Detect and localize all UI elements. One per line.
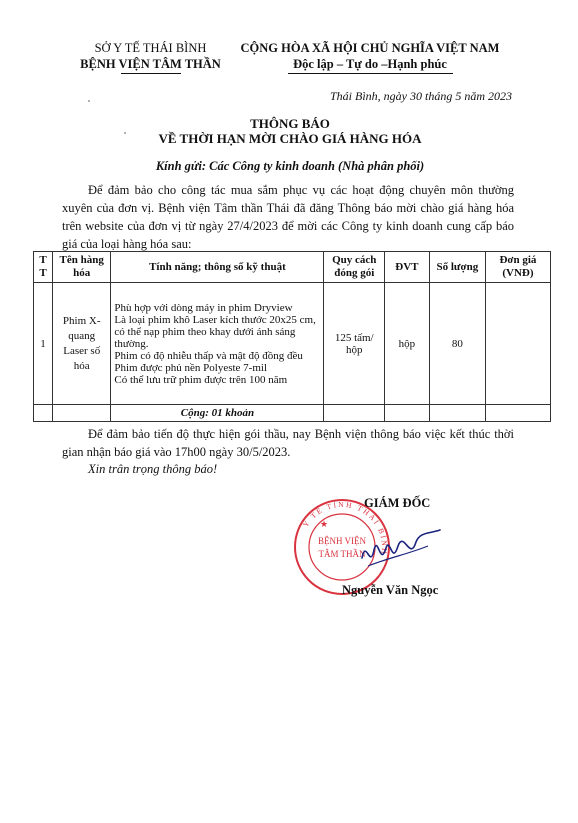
cell-stt: 1 bbox=[34, 283, 53, 405]
header-spec: Tính năng; thông số kỹ thuật bbox=[111, 252, 324, 283]
spec-line: Phim có độ nhiễu thấp và mật độ đồng đều bbox=[114, 349, 303, 362]
title-line-2: VỀ THỜI HẠN MỜI CHÀO GIÁ HÀNG HÓA bbox=[158, 131, 422, 146]
motto: Độc lập – Tự do –Hạnh phúc bbox=[293, 57, 447, 71]
stamp-ring-text: Y TẾ TỈNH THÁI BÌNH bbox=[301, 499, 390, 557]
country-name: CỘNG HÒA XÃ HỘI CHỦ NGHĨA VIỆT NAM bbox=[240, 41, 500, 55]
spec-line: Phim được phủ nền Polyeste 7-mil bbox=[114, 361, 268, 374]
recipient-line: Kính gửi: Các Công ty kinh doanh (Nhà phân phối) bbox=[155, 159, 425, 173]
cell-name: Phim X-quang Laser số hóa bbox=[53, 283, 111, 405]
notice-title bbox=[60, 116, 520, 146]
spec-line: Là loại phim khô Laser kích thước 20x25 cm, có thể nạp phim theo khay dưới ánh sáng thường. bbox=[114, 313, 316, 350]
header-unit: ĐVT bbox=[385, 252, 430, 283]
paragraph-deadline: Để đảm bảo tiến độ thực hiện gói thầu, nay Bệnh viện thông báo việc kết thúc thời gian nhận báo giá vào 17h00 ngày 30/5/2023. bbox=[62, 427, 514, 459]
paragraph-intro: Để đảm bảo cho công tác mua sắm phục vụ các hoạt động chuyên môn thường xuyên của đơn vị. Bệnh viện Tâm thần Thái đã đăng Thông báo mời chào giá hàng hóa trên website của đơn vị từ ngày 27/4/2023 để mời các Công ty kinh doanh cung cấp báo giá của loại hàng hóa sau: bbox=[62, 183, 514, 251]
org-underline bbox=[121, 73, 181, 74]
scan-speck bbox=[124, 132, 126, 134]
stamp-inner-line-1: BỆNH VIỆN bbox=[317, 536, 367, 546]
table-total-row bbox=[34, 405, 551, 422]
signature-title: GIÁM ĐỐC bbox=[364, 496, 431, 510]
org-parent: SỞ Y TẾ THÁI BÌNH bbox=[94, 41, 207, 55]
cell-qty: 80 bbox=[429, 283, 485, 405]
header-price: Đơn giá (VNĐ) bbox=[485, 252, 550, 283]
closing-line: Xin trân trọng thông báo! bbox=[88, 462, 218, 476]
table-header-row bbox=[34, 252, 551, 283]
date-line: Thái Bình, ngày 30 tháng 5 năm 2023 bbox=[330, 89, 512, 103]
signer-name: Nguyễn Văn Ngọc bbox=[342, 583, 439, 597]
header-left bbox=[58, 40, 243, 74]
scan-speck bbox=[88, 100, 90, 102]
cell-pack: 125 tấm/ hộp bbox=[324, 283, 385, 405]
header-stt: T T bbox=[34, 252, 53, 283]
handwritten-signature bbox=[358, 528, 443, 576]
stamp-inner-line-2: TÂM THẦN bbox=[318, 549, 366, 559]
cell-price bbox=[485, 283, 550, 405]
header-name: Tên hàng hóa bbox=[53, 252, 111, 283]
header-right bbox=[225, 40, 515, 74]
header-qty: Số lượng bbox=[429, 252, 485, 283]
table-total: Cộng: 01 khoản bbox=[111, 405, 324, 422]
stamp-star-icon: ★ bbox=[320, 519, 329, 529]
goods-table bbox=[33, 251, 551, 422]
title-line-1: THÔNG BÁO bbox=[250, 116, 330, 131]
spec-line: Phù hợp với dòng máy in phim Dryview bbox=[114, 301, 293, 314]
motto-underline bbox=[288, 73, 453, 74]
table-row bbox=[34, 283, 551, 405]
spec-line: Có thể lưu trữ phim được trên 100 năm bbox=[114, 373, 288, 386]
cell-spec bbox=[111, 283, 324, 405]
cell-unit: hộp bbox=[385, 283, 430, 405]
header-pack: Quy cách đóng gói bbox=[324, 252, 385, 283]
org-name: BỆNH VIỆN TÂM THẦN bbox=[80, 57, 221, 71]
